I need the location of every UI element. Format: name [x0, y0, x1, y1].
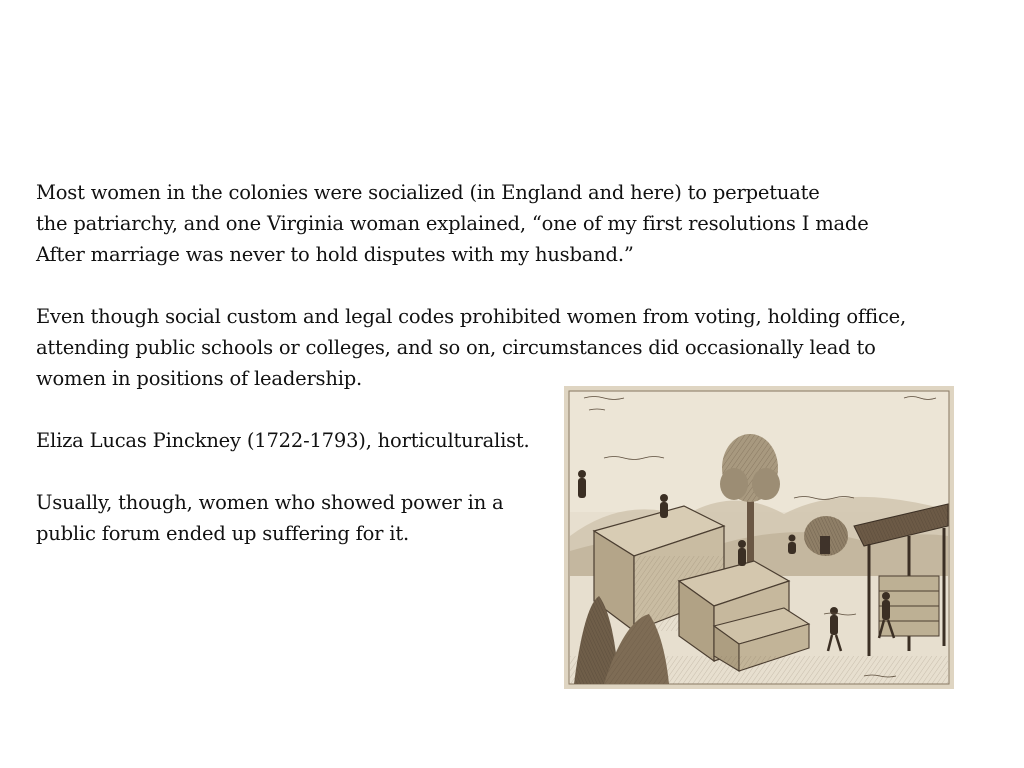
paragraph-spacer [36, 270, 966, 301]
paragraph-1-line-2: the patriarchy, and one Virginia woman explained, “one of my first resolutions I made [36, 212, 869, 235]
paragraph-4-line-1: Usually, though, women who showed power in a [36, 491, 504, 514]
paragraph-spacer [36, 394, 966, 425]
paragraph-2-line-1: Even though social custom and legal codes prohibited women from voting, holding office, [36, 305, 907, 328]
paragraph-1-line-3: After marriage was never to hold disputes with my husband.” [36, 243, 634, 266]
paragraph-4-line-2: public forum ended up suffering for it. [36, 522, 409, 545]
paragraph-1-line-1: Most women in the colonies were socialized (in England and here) to perpetuate [36, 181, 820, 204]
paragraph-2-line-3: women in positions of leadership. [36, 367, 363, 390]
slide-text [36, 177, 966, 549]
paragraph-2-line-2: attending public schools or colleges, and so on, circumstances did occasionally lead to [36, 336, 876, 359]
paragraph-3-line-1: Eliza Lucas Pinckney (1722-1793), horticulturalist. [36, 429, 530, 452]
paragraph-spacer [36, 456, 966, 487]
